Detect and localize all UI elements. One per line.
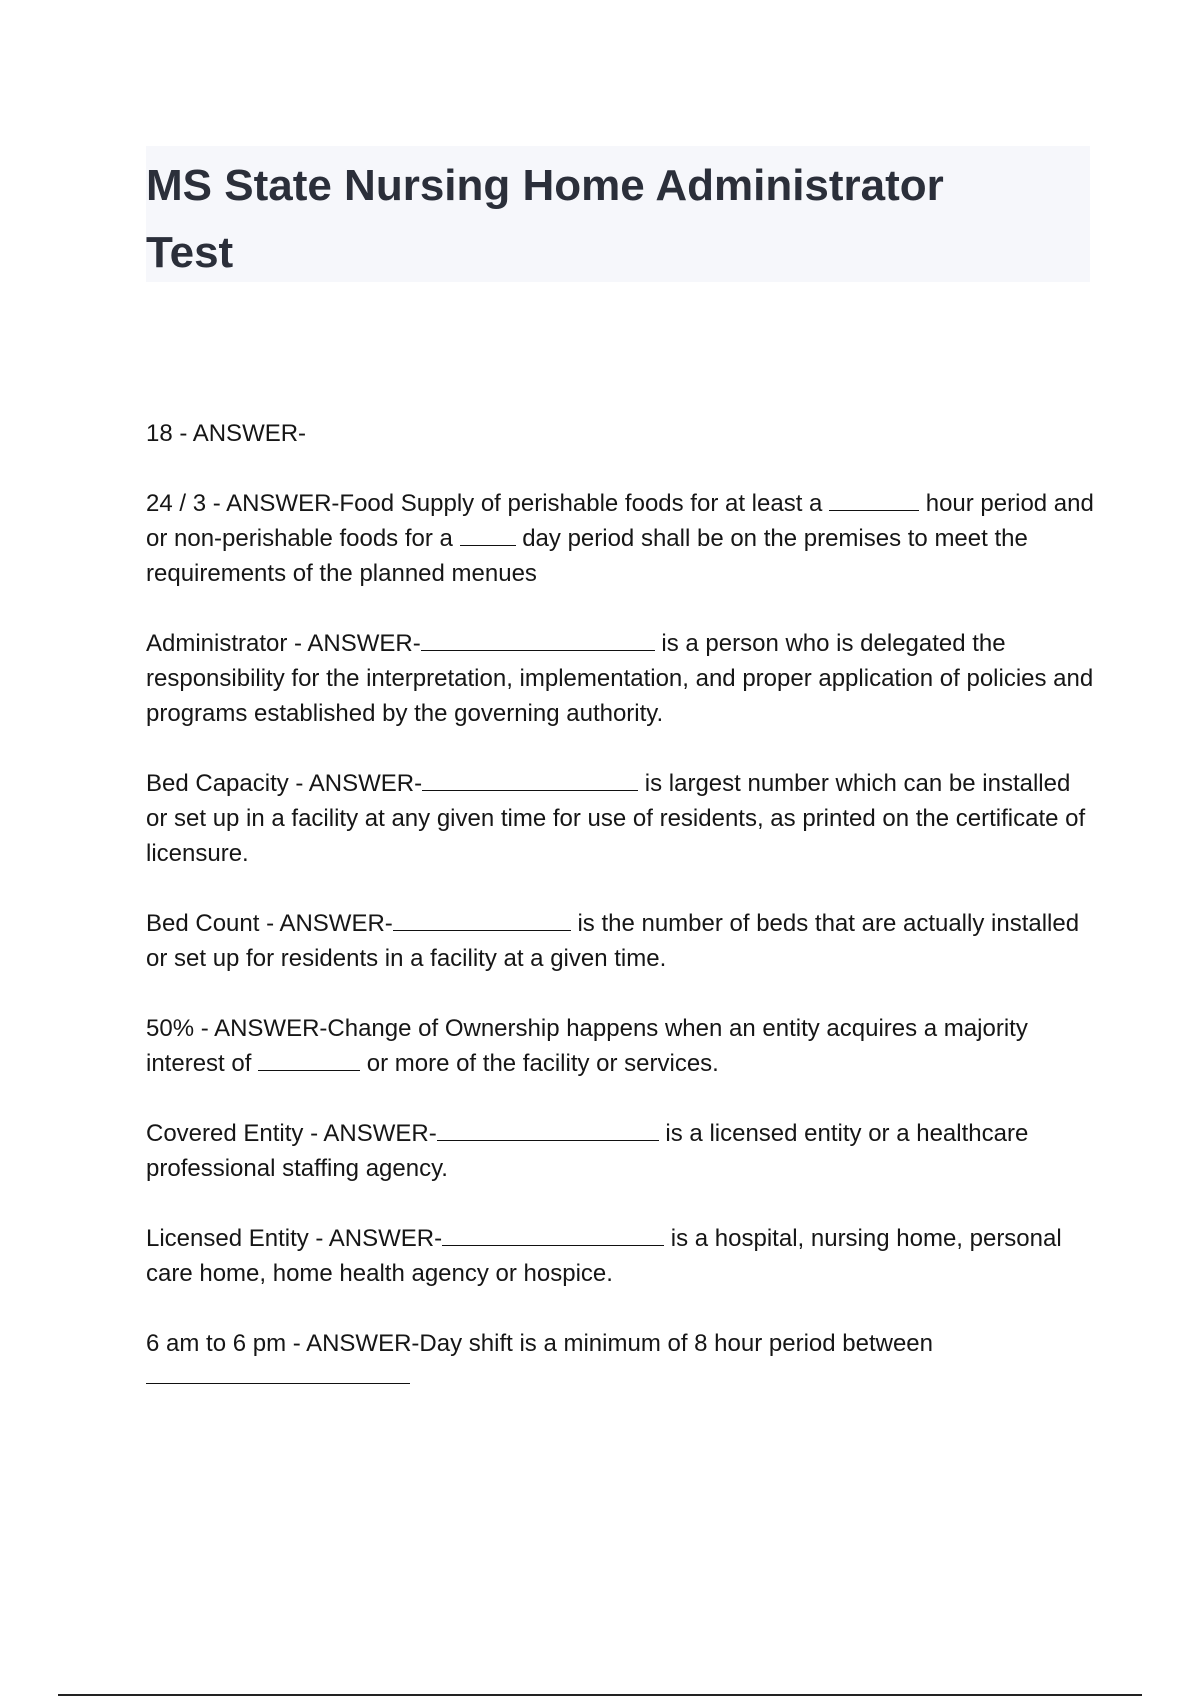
- qa-item: [146, 416, 1096, 451]
- qa-term: Bed Capacity: [146, 770, 289, 797]
- answer-label: ANSWER-: [308, 770, 423, 797]
- qa-term: Bed Count: [146, 910, 260, 937]
- fill-in-blank: [422, 768, 638, 791]
- qa-separator: -: [259, 910, 280, 937]
- answer-text: Day shift is a minimum of 8 hour period between: [419, 1330, 933, 1357]
- answer-text: is a licensed entity or a healthcare professional staffing agency.: [146, 1120, 1029, 1182]
- qa-item: [146, 906, 1096, 976]
- answer-label: ANSWER-: [307, 630, 421, 657]
- fill-in-blank: [442, 1223, 664, 1246]
- qa-term: 6 am to 6 pm: [146, 1330, 287, 1357]
- fill-in-blank: [829, 488, 919, 511]
- qa-separator: -: [303, 1120, 324, 1147]
- qa-separator: -: [172, 420, 193, 447]
- answer-label: ANSWER-: [279, 910, 393, 937]
- answer-label: ANSWER-: [226, 490, 340, 517]
- qa-item: [146, 1011, 1096, 1081]
- answer-label: ANSWER-: [192, 420, 307, 447]
- page-bottom-rule: [58, 1694, 1142, 1696]
- qa-item: [146, 1221, 1096, 1291]
- answer-text: or more of the facility or services.: [360, 1050, 719, 1077]
- fill-in-blank: [393, 908, 571, 931]
- qa-separator: -: [194, 1015, 215, 1042]
- qa-item: [146, 1326, 1096, 1384]
- qa-item: [146, 766, 1096, 871]
- fill-in-blank: [258, 1048, 360, 1071]
- answer-text: Food Supply of perishable foods for at least a: [339, 490, 830, 517]
- answer-label: ANSWER-: [323, 1120, 437, 1147]
- answer-text: is a hospital, nursing home, personal care home, home health agency or hospice.: [146, 1225, 1062, 1287]
- fill-in-blank: [460, 523, 516, 546]
- answer-text: Change of Ownership happens when an entity acquires a majority interest of: [146, 1015, 1028, 1077]
- qa-term: Administrator: [146, 630, 288, 657]
- answer-text: hour period and or non-perishable foods for a: [146, 490, 1094, 552]
- qa-term: Licensed Entity: [146, 1225, 309, 1252]
- fill-in-blank: [421, 628, 655, 651]
- qa-item: [146, 486, 1096, 591]
- answer-label: ANSWER-: [306, 1330, 420, 1357]
- answer-label: ANSWER-: [328, 1225, 443, 1252]
- answer-label: ANSWER-: [214, 1015, 328, 1042]
- qa-separator: -: [286, 1330, 307, 1357]
- qa-term: Covered Entity: [146, 1120, 304, 1147]
- qa-term: 50%: [146, 1015, 195, 1042]
- qa-item: [146, 1116, 1096, 1186]
- qa-item: [146, 626, 1096, 731]
- qa-separator: -: [288, 770, 309, 797]
- title-banner: [146, 146, 1090, 282]
- document-title: MS State Nursing Home Administrator Test: [146, 161, 944, 277]
- qa-separator: -: [308, 1225, 329, 1252]
- answer-text: is the number of beds that are actually installed or set up for residents in a facility at a given time.: [146, 910, 1080, 972]
- answer-text: day period shall be on the premises to meet the requirements of the planned menues: [146, 525, 1028, 587]
- qa-term: 24 / 3: [146, 490, 207, 517]
- answer-text: is a person who is delegated the responsibility for the interpretation, implementation, and proper application of policies and programs established by the governing authority.: [146, 630, 1094, 727]
- qa-term: 18: [146, 420, 173, 447]
- fill-in-blank: [437, 1118, 659, 1141]
- qa-separator: -: [287, 630, 308, 657]
- answer-text: is largest number which can be installed or set up in a facility at any given time for use of residents, as printed on the certificate of licensure.: [146, 770, 1086, 867]
- qa-list: [146, 416, 1096, 1419]
- qa-separator: -: [206, 490, 227, 517]
- fill-in-blank-line: [146, 1383, 410, 1384]
